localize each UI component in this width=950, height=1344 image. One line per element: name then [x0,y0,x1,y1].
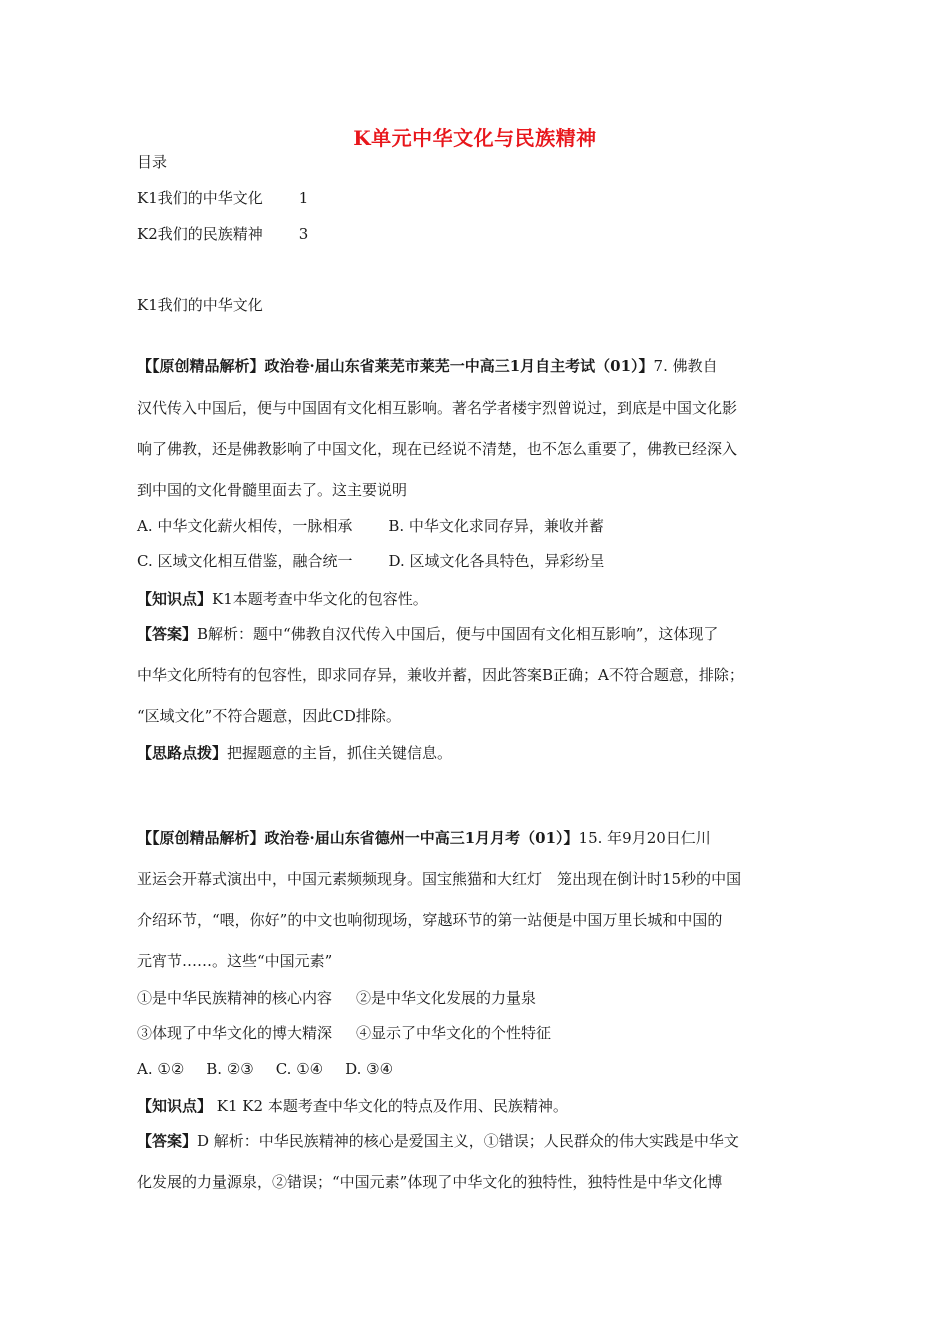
q1-options-row [137,516,604,536]
page-title: K单元中华文化与民族精神 [353,126,597,150]
q2-answer-line: 【答案】D 解析：中华民族精神的核心是爱国主义，①错误；人民群众的伟大实践是中华文 [137,1132,739,1150]
q1-answer-line: “区域文化”不符合题意，因此CD排除。 [137,707,401,725]
section-heading: K1我们的中华文化 [137,296,263,314]
answer-label: 【答案】 [137,625,198,643]
q2-stem-start: 15. 年9月20日仁川 [578,829,711,847]
toc-heading: 目录 [137,153,168,171]
q1-tip: 【思路点拨】把握题意的主旨，抓住关键信息。 [137,744,453,762]
q2-statement: ②是中华文化发展的力量泉 [356,989,537,1007]
q1-answer-line: 【答案】B解析：题中“佛教自汉代传入中国后，便与中国固有文化相互影响”，这体现了 [137,625,719,643]
toc-item-label: K1我们的中华文化 [137,189,263,207]
q1-stem-line: 响了佛教，还是佛教影响了中国文化，现在已经说不清楚，也不怎么重要了，佛教已经深入 [137,440,738,458]
q1-stem-line: 到中国的文化骨髓里面去了。这主要说明 [137,481,408,499]
q2-answer-line: 化发展的力量源泉，②错误；“中国元素”体现了中华文化的独特性，独特性是中华文化博 [137,1173,723,1191]
q1-source: 【【原创精品解析】政治卷·届山东省莱芜市莱芜一中高三1月自主考试（01）】 [137,357,654,375]
toc-item[interactable] [137,188,308,208]
q1-stem-start: 7. 佛教自 [653,357,718,375]
answer-label: 【答案】 [137,1132,198,1150]
q2-statements-row [137,1023,551,1043]
knowledge-label: 【知识点】 [137,1097,213,1115]
q1-stem-line [137,356,718,376]
q1-options-row [137,551,605,571]
q2-stem-line: 介绍环节，“喂，你好”的中文也响彻现场，穿越环节的第一站便是中国万里长城和中国的 [137,911,723,929]
toc-item-label: K2我们的民族精神 [137,225,263,243]
toc-item-page: 1 [298,189,309,207]
q2-stem-line [137,828,711,848]
q2-statement: ④显示了中华文化的个性特征 [356,1024,552,1042]
q2-statement: ③体现了中华文化的博大精深 [137,1024,333,1042]
q1-option-a: A. 中华文化薪火相传，一脉相承 [137,517,353,535]
q2-stem-line: 元宵节……。这些“中国元素” [137,952,333,970]
toc-item[interactable] [137,224,308,244]
q1-answer-line: 中华文化所特有的包容性，即求同存异，兼收并蓄，因此答案B正确；A不符合题意，排除； [137,666,744,684]
q2-options-row [137,1059,393,1079]
q2-option-b: B. ②③ [206,1060,254,1078]
q2-option-d: D. ③④ [345,1060,394,1078]
knowledge-label: 【知识点】 [137,590,213,608]
q2-option-a: A. ①② [137,1060,185,1078]
q1-option-c: C. 区域文化相互借鉴，融合统一 [137,552,353,570]
tip-label: 【思路点拨】 [137,744,228,762]
q2-statements-row [137,988,536,1008]
q2-knowledge: 【知识点】 K1 K2 本题考查中华文化的特点及作用、民族精神。 [137,1097,568,1115]
q1-knowledge: 【知识点】K1本题考查中华文化的包容性。 [137,590,428,608]
q2-option-c: C. ①④ [275,1060,324,1078]
q2-source: 【【原创精品解析】政治卷·届山东省德州一中高三1月月考（01）】 [137,829,579,847]
q2-stem-line: 亚运会开幕式演出中，中国元素频频现身。国宝熊猫和大红灯 笼出现在倒计时15秒的中国 [137,870,742,888]
toc-item-page: 3 [298,225,309,243]
q1-option-b: B. 中华文化求同存异，兼收并蓄 [388,517,604,535]
q1-option-d: D. 区域文化各具特色，异彩纷呈 [388,552,605,570]
q2-statement: ①是中华民族精神的核心内容 [137,989,333,1007]
q1-stem-line: 汉代传入中国后，便与中国固有文化相互影响。著名学者楼宇烈曾说过，到底是中国文化影 [137,399,738,417]
